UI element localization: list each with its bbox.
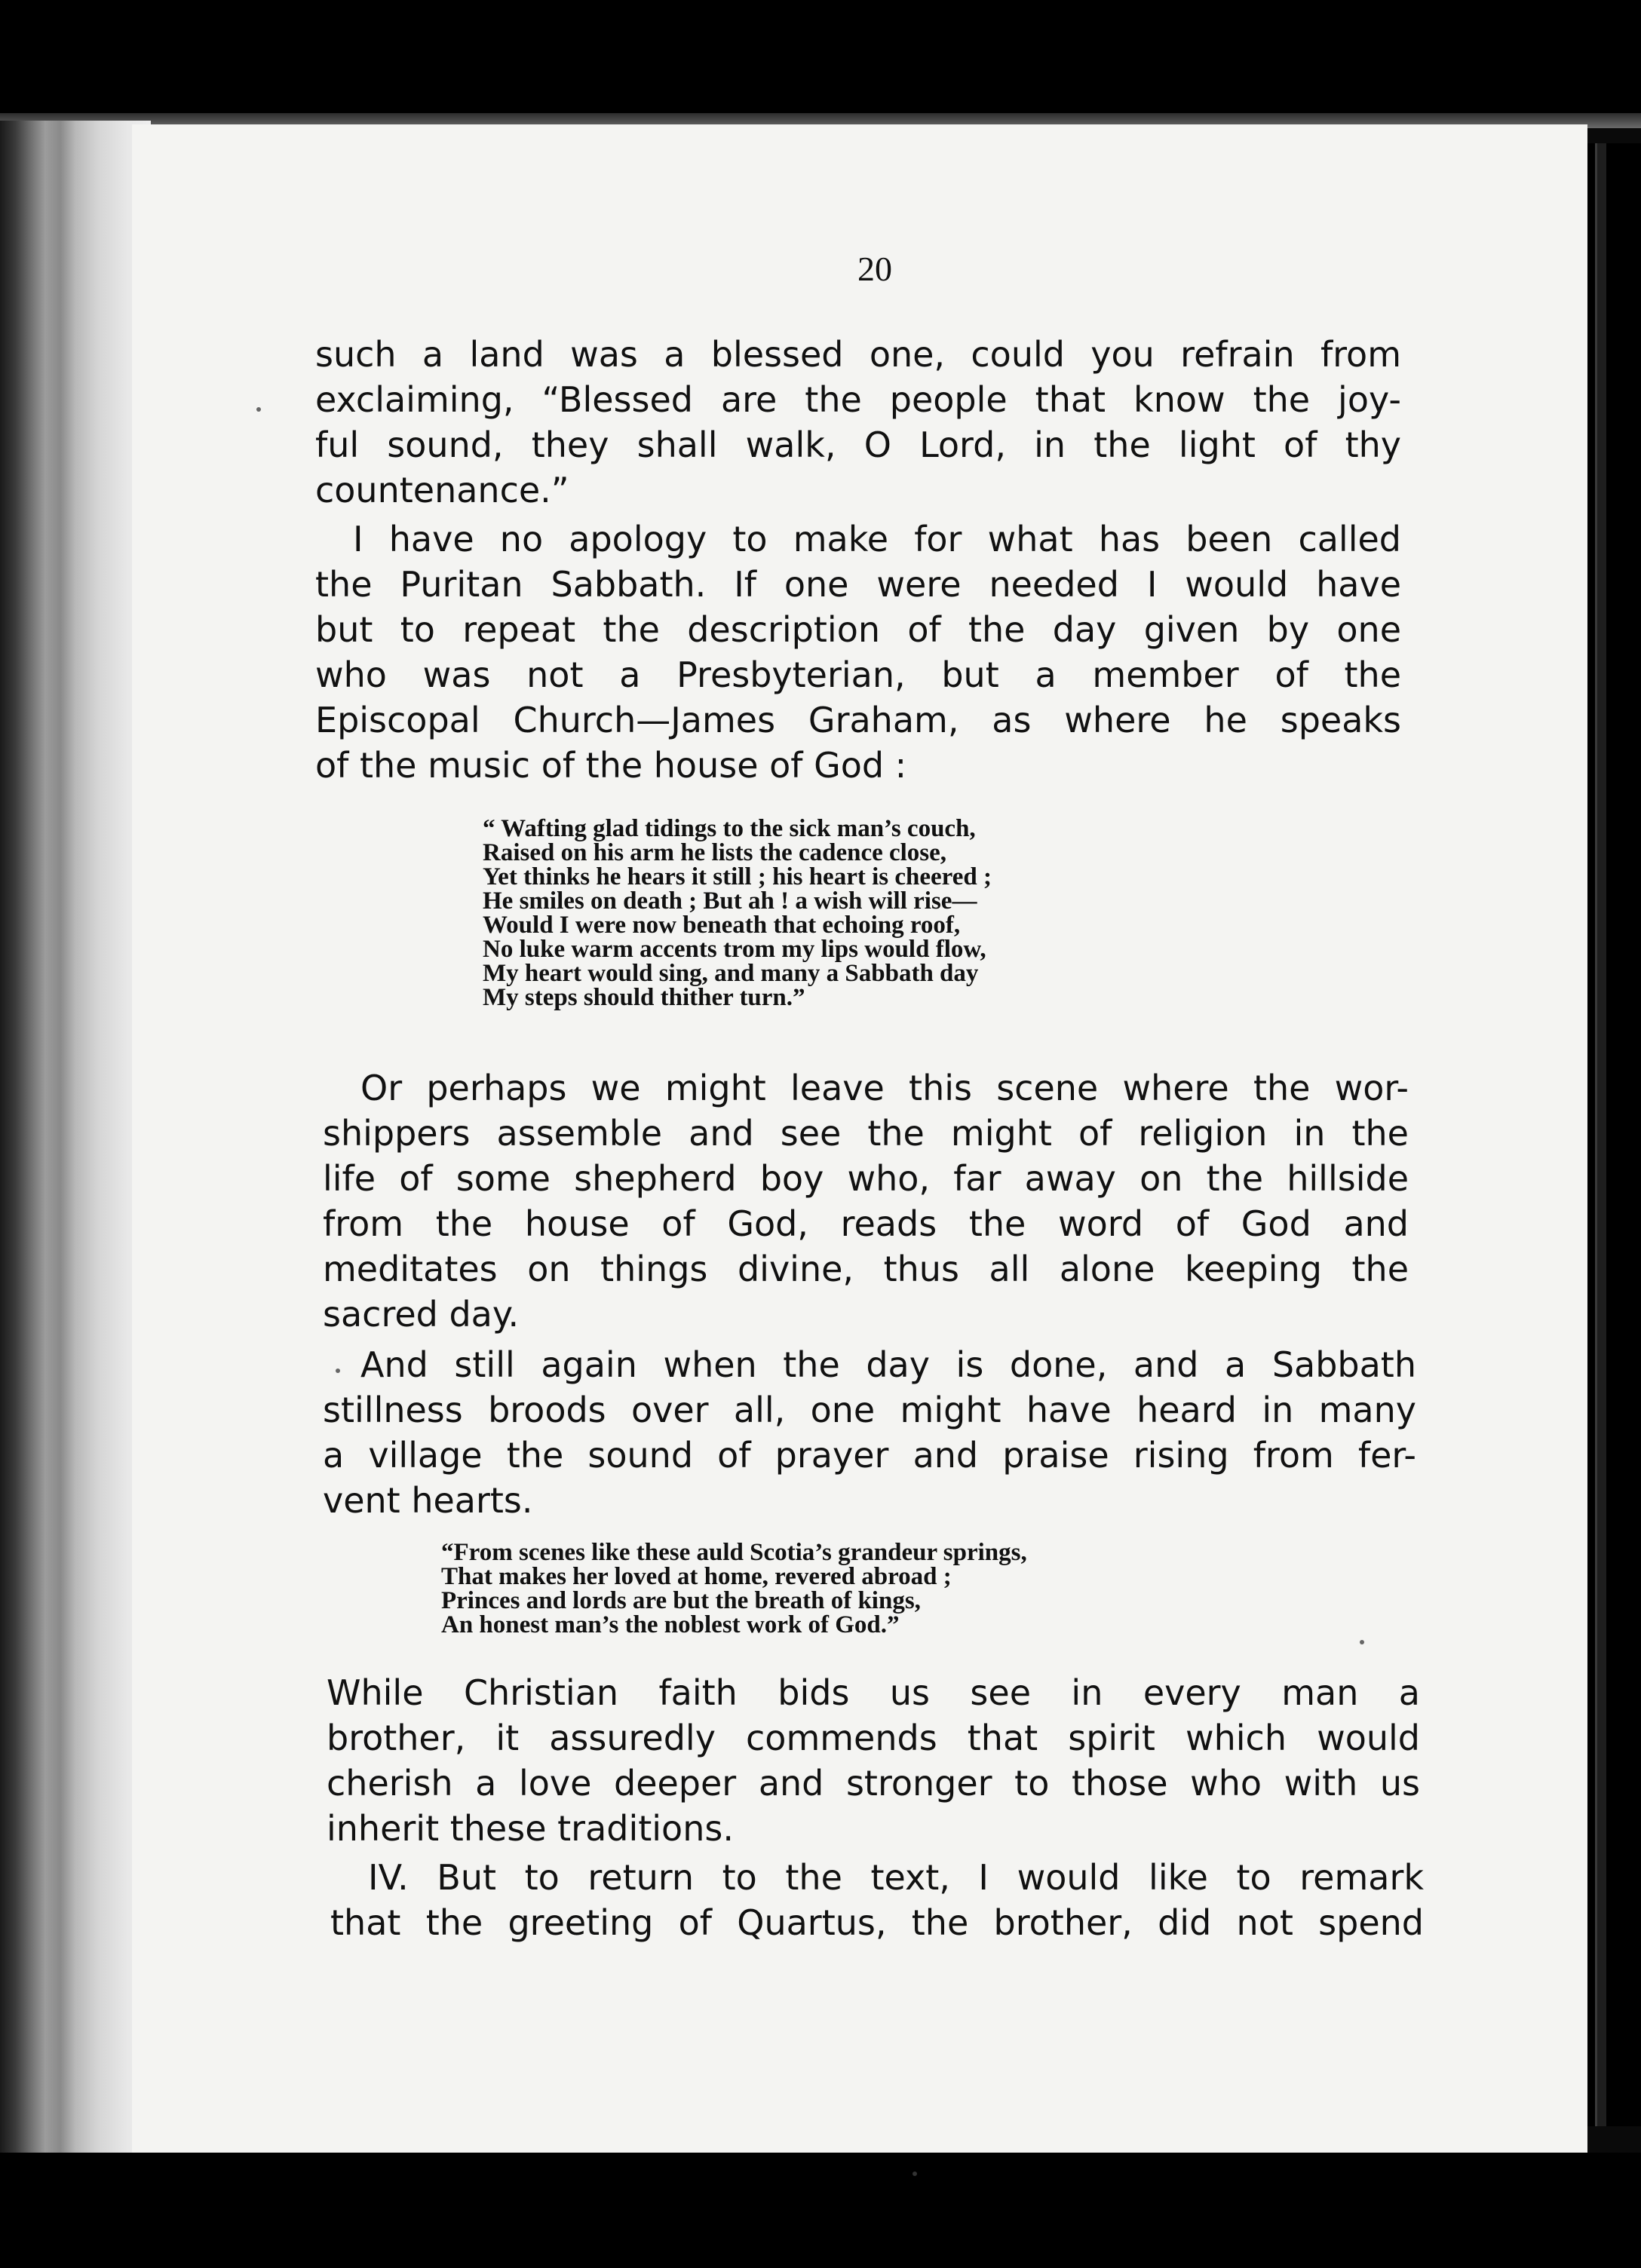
text-line: ful sound, they shall walk, O Lord, in the light of thy (315, 424, 1401, 465)
paper-speck (1360, 1640, 1364, 1644)
text-line: cherish a love deeper and stronger to those who with us (327, 1763, 1420, 1804)
text-line: sacred day. (323, 1294, 520, 1335)
verse-line: My heart would sing, and many a Sabbath day (483, 960, 979, 987)
text-line: Or perhaps we might leave this scene where the wor- (360, 1068, 1409, 1108)
text-line: stillness broods over all, one might have heard in many (323, 1390, 1416, 1430)
verse-line: He smiles on death ; But ah ! a wish will rise— (483, 887, 977, 915)
text-line: And still again when the day is done, and a Sabbath (360, 1344, 1416, 1385)
paragraph-4 (323, 1342, 1416, 1523)
text-line: IV. But to return to the text, I would like to remark (368, 1857, 1424, 1898)
paragraph-5 (327, 1670, 1420, 1851)
text-line: the Puritan Sabbath. If one were needed I would have (315, 564, 1401, 605)
verse-line: Yet thinks he hears it still ; his heart is cheered ; (483, 863, 992, 890)
verse-line: “From scenes like these auld Scotia’s grandeur springs, (441, 1539, 1027, 1566)
text-line: vent hearts. (323, 1480, 533, 1521)
page-stack-edge (0, 121, 151, 2156)
text-line: Episcopal Church—James Graham, as where he speaks (315, 700, 1401, 740)
paper-speck (913, 2171, 917, 2176)
paragraph-2 (315, 516, 1401, 788)
paragraph-6 (330, 1855, 1424, 1945)
verse-line: “ Wafting glad tidings to the sick man’s couch, (483, 815, 976, 842)
text-line: of the music of the house of God : (315, 745, 907, 786)
text-line: such a land was a blessed one, could you refrain from (315, 334, 1401, 375)
text-line: inherit these traditions. (327, 1808, 734, 1849)
paragraph-1 (315, 332, 1401, 513)
paragraph-3 (323, 1065, 1409, 1337)
text-line: shippers assemble and see the might of religion in the (323, 1113, 1409, 1154)
text-line: from the house of God, reads the word of God and (323, 1203, 1409, 1244)
facing-page-edge (1595, 143, 1606, 2126)
text-line: exclaiming, “Blessed are the people that know the joy- (315, 379, 1401, 420)
text-line: life of some shepherd boy who, far away on the hillside (323, 1158, 1409, 1199)
text-line: meditates on things divine, thus all alone keeping the (323, 1249, 1409, 1289)
verse-line: No luke warm accents trom my lips would flow, (483, 936, 986, 963)
bottom-background (0, 2153, 1641, 2268)
text-line: While Christian faith bids us see in every man a (327, 1672, 1420, 1713)
verse-quotation-2 (441, 1540, 1027, 1637)
verse-line: An honest man’s the noblest work of God.” (441, 1611, 900, 1638)
verse-line: Would I were now beneath that echoing roof, (483, 912, 961, 939)
top-background (0, 0, 1641, 113)
verse-line: My steps should thither turn.” (483, 984, 805, 1011)
text-line: but to repeat the description of the day given by one (315, 609, 1401, 650)
text-line: countenance.” (315, 470, 569, 510)
verse-line: Princes and lords are but the breath of kings, (441, 1587, 921, 1614)
text-line: that the greeting of Quartus, the brother, did not spend (330, 1902, 1424, 1943)
page-number: 20 (857, 250, 892, 288)
verse-quotation-1 (483, 817, 992, 1010)
text-line: a village the sound of prayer and praise rising from fer- (323, 1435, 1416, 1476)
verse-line: Raised on his arm he lists the cadence close, (483, 839, 947, 866)
paper-speck (336, 1368, 340, 1373)
verse-line: That makes her loved at home, revered abroad ; (441, 1563, 952, 1590)
text-line: brother, it assuredly commends that spirit which would (327, 1718, 1420, 1758)
text-line: I have no apology to make for what has been called (353, 519, 1401, 559)
text-line: who was not a Presbyterian, but a member of the (315, 654, 1401, 695)
paper-speck (256, 407, 261, 412)
